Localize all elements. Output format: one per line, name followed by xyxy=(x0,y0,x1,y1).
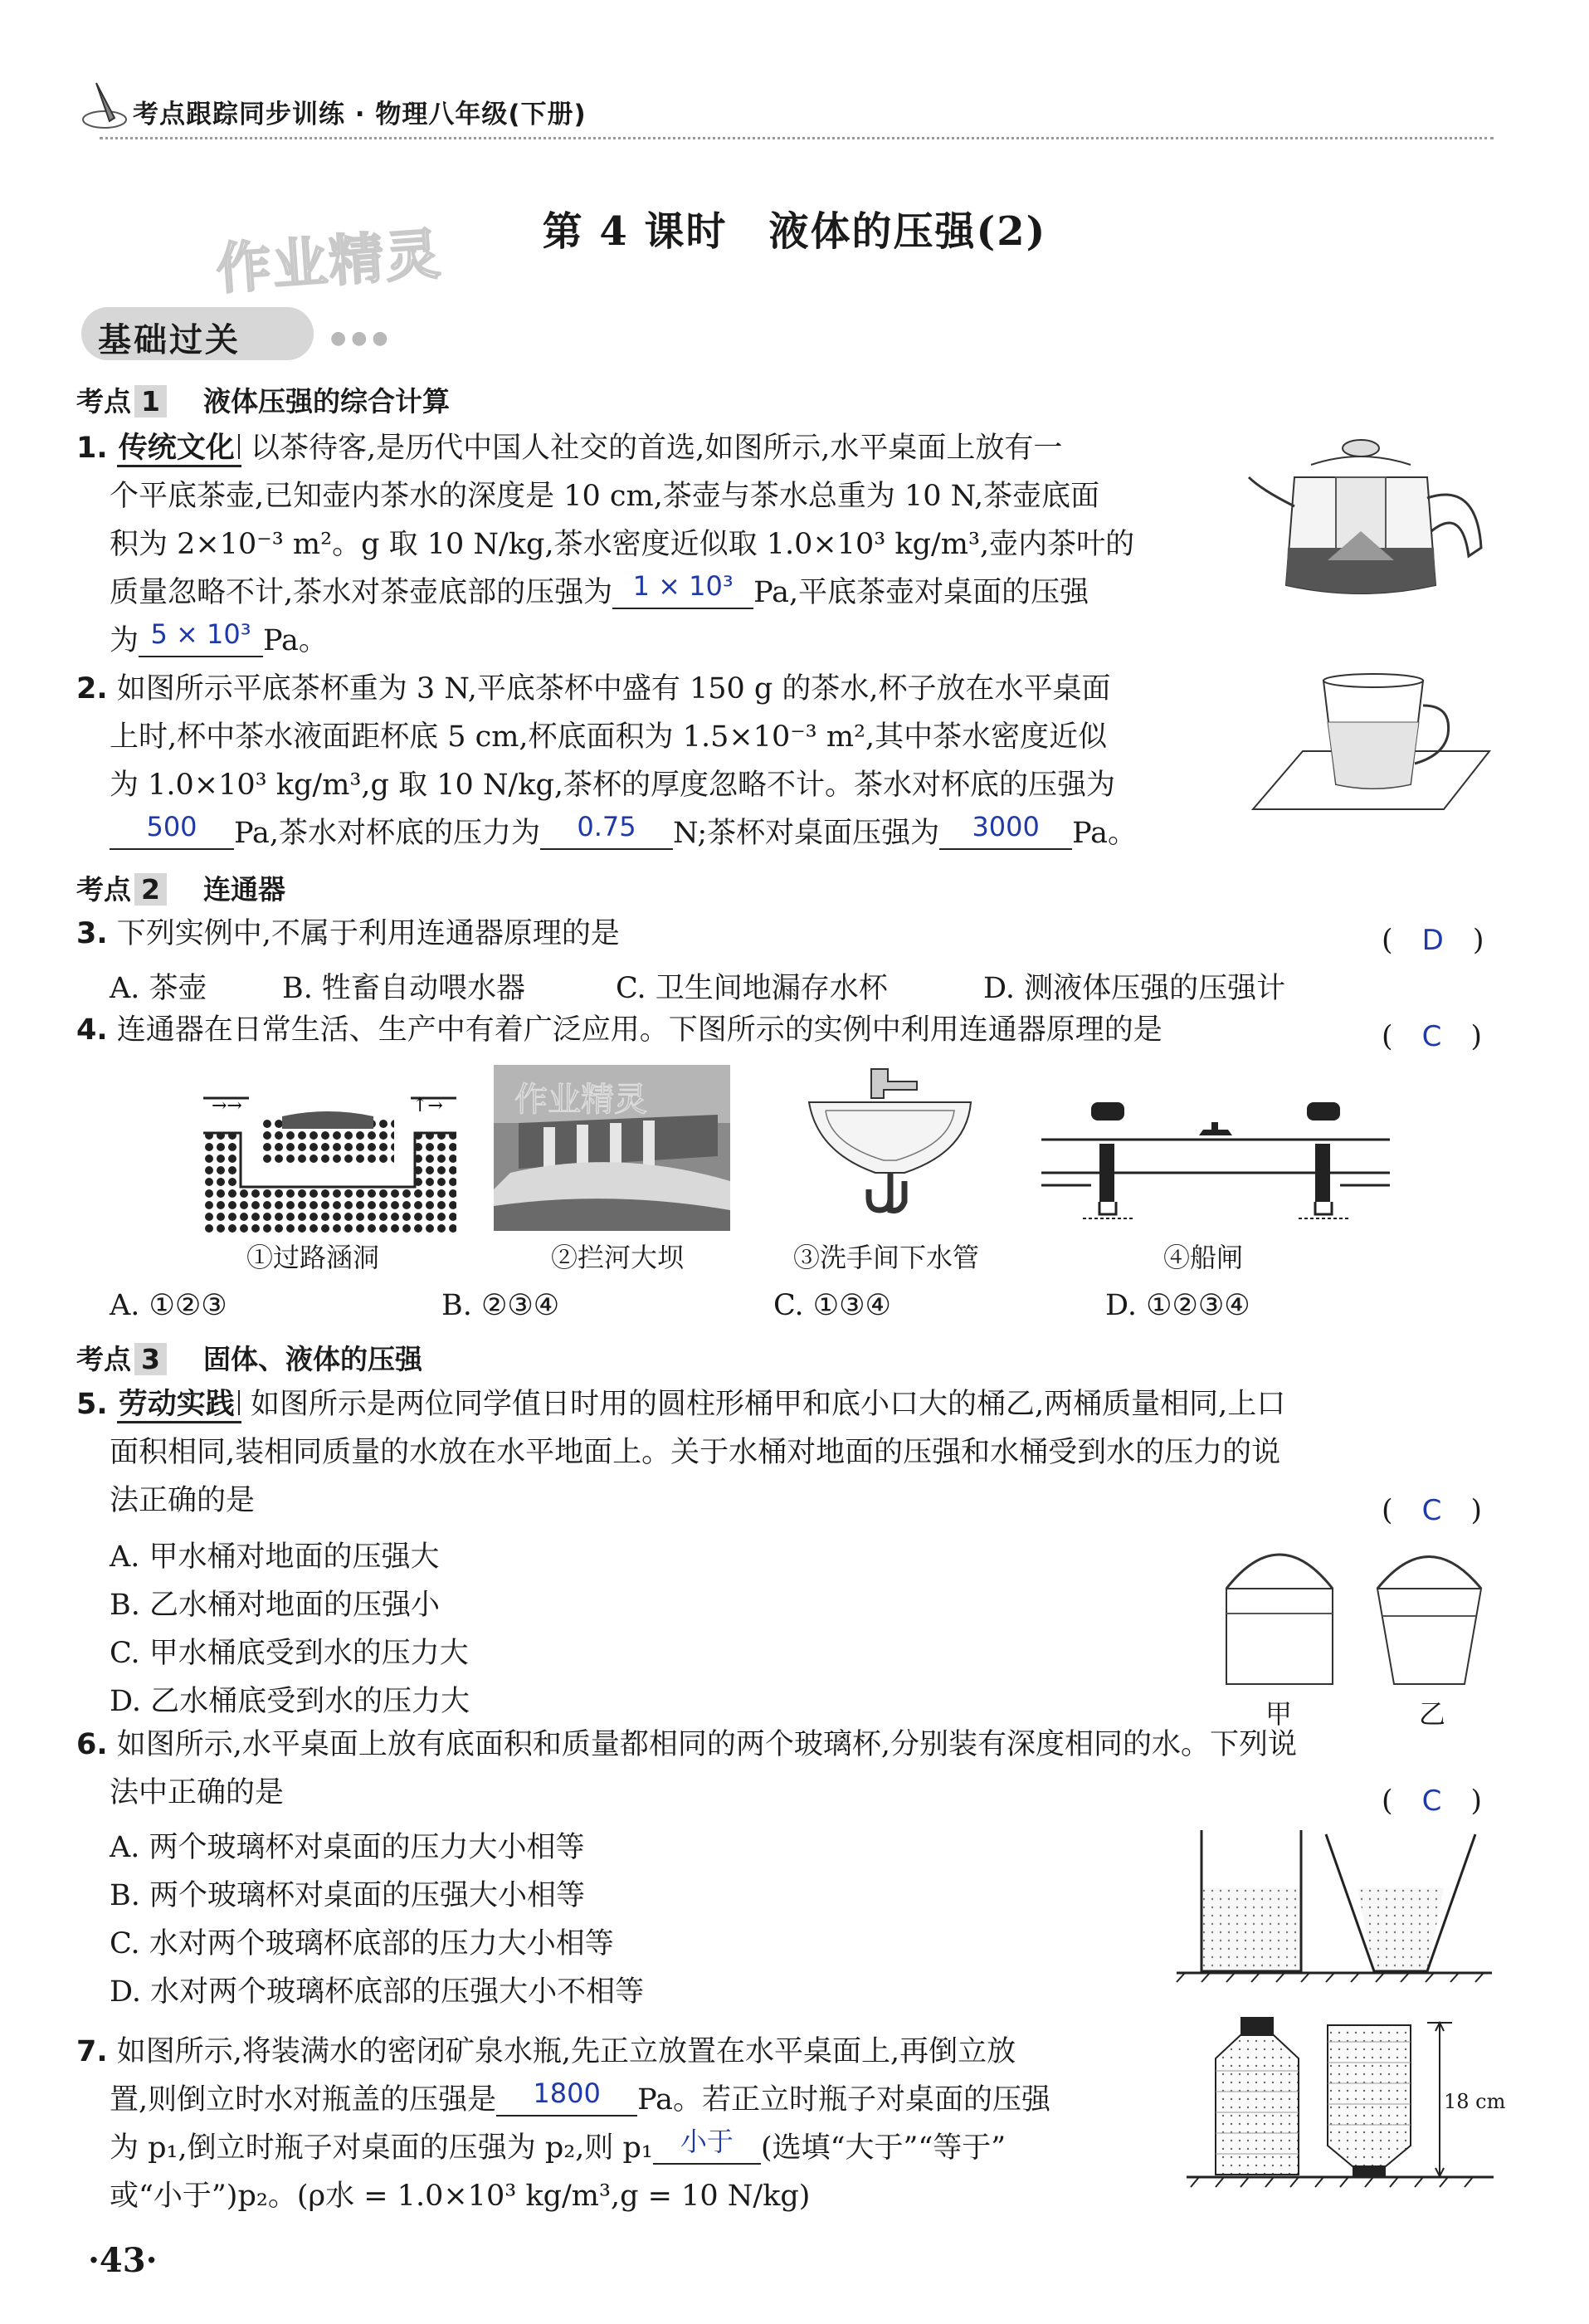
answer: 500 xyxy=(146,811,197,842)
kp-number: 3 xyxy=(134,1343,167,1375)
answer: 0.75 xyxy=(577,811,636,842)
option-d[interactable]: D. 乙水桶底受到水的压力大 xyxy=(110,1685,470,1718)
question-number: 3. xyxy=(76,917,108,950)
q2-line-2: 上时,杯中茶水液面距杯底 5 cm,杯底面积为 1.5×10⁻³ m²,其中茶水密度近似 xyxy=(110,720,1108,754)
q1-line-5 xyxy=(110,618,328,657)
q6-line-2: 法中正确的是 xyxy=(110,1776,285,1809)
q5-answer-paren: ( C ) xyxy=(1382,1494,1483,1527)
answer-blank[interactable] xyxy=(110,811,234,850)
q7-line-2 xyxy=(110,2077,1050,2116)
bucket-label-yi: 乙 xyxy=(1419,1698,1446,1730)
kp-number: 2 xyxy=(134,873,167,906)
question-text: 连通器在日常生活、生产中有着广泛应用。下图所示的实例中利用连通器原理的是 xyxy=(116,1013,1163,1047)
glasses-figure xyxy=(1177,1830,1492,1984)
answer-blank[interactable] xyxy=(496,2077,637,2116)
knowledge-point-3 xyxy=(76,1338,422,1377)
option-c[interactable]: C. 水对两个玻璃杯底部的压力大小相等 xyxy=(110,1927,614,1960)
question-text: Pa,茶水对杯底的压力为 xyxy=(234,817,540,850)
svg-text:→→: →→ xyxy=(212,1096,242,1116)
question-text: 如图所示,水平桌面上放有底面积和质量都相同的两个玻璃杯,分别装有深度相同的水。下列说 xyxy=(116,1728,1298,1761)
knowledge-point-2 xyxy=(76,868,285,907)
q7-line-1 xyxy=(76,2035,1016,2068)
option-d[interactable]: D. ①②③④ xyxy=(1105,1289,1250,1322)
q1-line-3: 积为 2×10⁻³ m²。g 取 10 N/kg,茶水密度近似取 1.0×10³ kg/m³,壶内茶叶的 xyxy=(110,528,1135,561)
answer: 1800 xyxy=(533,2077,601,2109)
question-text: 为 p₁,倒立时瓶子对桌面的压强为 p₂,则 p₁ xyxy=(110,2131,653,2165)
watermark: 作业精灵 xyxy=(214,222,444,302)
svg-text:作业精灵: 作业精灵 xyxy=(514,1081,647,1119)
figure-caption-1: ①过路涵洞 xyxy=(246,1242,380,1273)
buckets-figure xyxy=(1220,1537,1494,1691)
question-text: 下列实例中,不属于利用连通器原理的是 xyxy=(116,917,620,950)
answer-blank[interactable] xyxy=(540,811,673,850)
question-text: Pa。若正立时瓶子对桌面的压强 xyxy=(637,2083,1050,2116)
option-b[interactable]: B. 乙水桶对地面的压强小 xyxy=(110,1589,440,1622)
svg-text:↑→: ↑→ xyxy=(412,1096,443,1116)
option-a[interactable]: A. 两个玻璃杯对桌面的压力大小相等 xyxy=(110,1831,585,1864)
kp-text: 连通器 xyxy=(202,873,285,906)
kp-label: 考点 xyxy=(76,385,131,417)
section-banner: 基础过关 xyxy=(98,321,241,359)
q2-line-1 xyxy=(76,672,1111,706)
culvert-figure xyxy=(203,1083,456,1233)
answer-blank[interactable] xyxy=(939,811,1072,850)
dam-photo xyxy=(494,1065,730,1231)
figure-caption-3: ③洗手间下水管 xyxy=(793,1242,980,1273)
option-c[interactable]: C. 甲水桶底受到水的压力大 xyxy=(110,1637,469,1670)
answer: C xyxy=(1421,1020,1442,1053)
question-number: 6. xyxy=(76,1728,108,1761)
q5-line-1 xyxy=(76,1388,1285,1421)
question-text: 置,则倒立时水对瓶盖的压强是 xyxy=(110,2083,497,2116)
q3-answer-paren: ( D ) xyxy=(1382,924,1484,957)
question-number: 7. xyxy=(76,2035,108,2068)
q2-line-3: 为 1.0×10³ kg/m³,g 取 10 N/kg,茶杯的厚度忽略不计。茶水对杯底的压强为 xyxy=(110,769,1116,802)
q1-line-1 xyxy=(76,432,1062,465)
question-number: 1. xyxy=(76,432,108,465)
question-text: 如图所示,将装满水的密闭矿泉水瓶,先正立放置在水平桌面上,再倒立放 xyxy=(116,2035,1016,2068)
banner-dots: ●●● xyxy=(330,328,393,349)
question-text: 质量忽略不计,茶水对茶壶底部的压强为 xyxy=(110,576,613,609)
option-c[interactable]: C. ①③④ xyxy=(773,1289,891,1322)
pen-logo-icon xyxy=(80,76,138,134)
question-number: 2. xyxy=(76,672,108,706)
sink-figure xyxy=(801,1065,979,1214)
option-a[interactable]: A. ①②③ xyxy=(110,1289,227,1322)
lesson-title: 第 4 课时 液体的压强(2) xyxy=(542,208,1047,255)
height-label: 18 cm xyxy=(1444,2090,1506,2113)
answer: D xyxy=(1421,924,1444,957)
figure-caption-4: ④船闸 xyxy=(1163,1242,1244,1273)
knowledge-point-1 xyxy=(76,380,450,419)
q1-line-4 xyxy=(110,570,1089,609)
question-text: N;茶杯对桌面压强为 xyxy=(672,817,940,850)
option-d[interactable]: D. 测液体压强的压强计 xyxy=(983,972,1286,1005)
category-tag: 劳动实践 xyxy=(117,1388,241,1423)
option-b[interactable]: B. 两个玻璃杯对桌面的压强大小相等 xyxy=(110,1879,585,1912)
question-text: Pa。 xyxy=(1072,817,1138,850)
kp-number: 1 xyxy=(134,385,167,417)
q6-answer-paren: ( C ) xyxy=(1382,1784,1483,1818)
figure-caption-2: ②拦河大坝 xyxy=(551,1242,685,1273)
kp-label: 考点 xyxy=(76,1343,131,1375)
kp-text: 液体压强的综合计算 xyxy=(202,385,450,417)
answer: C xyxy=(1421,1784,1442,1818)
option-b[interactable]: B. ②③④ xyxy=(441,1289,560,1322)
question-text: 为 xyxy=(110,624,139,657)
q4-stem xyxy=(76,1013,1163,1047)
tea-cup-figure xyxy=(1245,672,1494,813)
answer: 小于 xyxy=(680,2126,734,2157)
option-a[interactable]: A. 茶壶 xyxy=(110,972,207,1005)
bucket-label-jia: 甲 xyxy=(1265,1698,1293,1730)
option-a[interactable]: A. 甲水桶对地面的压强大 xyxy=(110,1540,440,1574)
question-text: (选填“大于”“等于” xyxy=(760,2131,1007,2165)
question-text: 如图所示是两位同学值日时用的圆柱形桶甲和底小口大的桶乙,两桶质量相同,上口 xyxy=(250,1388,1286,1421)
category-tag: 传统文化 xyxy=(117,432,241,467)
teapot-figure xyxy=(1245,432,1494,610)
question-text: Pa。 xyxy=(263,624,328,657)
q7-line-3 xyxy=(110,2126,1007,2165)
option-b[interactable]: B. 牲畜自动喂水器 xyxy=(282,972,525,1005)
book-header-title: 考点跟踪同步训练 · 物理八年级(下册) xyxy=(133,100,587,129)
option-d[interactable]: D. 水对两个玻璃杯底部的压强大小不相等 xyxy=(110,1975,645,2009)
q5-line-3: 法正确的是 xyxy=(110,1484,256,1517)
answer: 3000 xyxy=(972,811,1040,842)
answer: 5 × 10³ xyxy=(150,618,251,650)
kp-label: 考点 xyxy=(76,873,131,906)
answer-blank[interactable] xyxy=(612,570,753,609)
q4-answer-paren: ( C ) xyxy=(1382,1020,1483,1053)
kp-text: 固体、液体的压强 xyxy=(202,1343,422,1375)
option-c[interactable]: C. 卫生间地漏存水杯 xyxy=(616,972,888,1005)
q7-line-4: 或“小于”)p₂。(ρ水 = 1.0×10³ kg/m³,g = 10 N/kg) xyxy=(110,2180,811,2213)
question-number: 5. xyxy=(76,1388,108,1421)
answer-blank[interactable] xyxy=(653,2126,761,2165)
answer: 1 × 10³ xyxy=(632,570,734,602)
question-text: 以茶待客,是历代中国人社交的首选,如图所示,水平桌面上放有一 xyxy=(250,432,1063,465)
question-text: Pa,平底茶壶对桌面的压强 xyxy=(753,576,1089,609)
q2-line-4 xyxy=(110,811,1138,850)
question-text: 如图所示平底茶杯重为 3 N,平底茶杯中盛有 150 g 的茶水,杯子放在水平桌面 xyxy=(116,672,1111,706)
q6-line-1 xyxy=(76,1728,1297,1761)
answer-blank[interactable] xyxy=(139,618,263,657)
q1-line-2: 个平底茶壶,已知壶内茶水的深度是 10 cm,茶壶与茶水总重为 10 N,茶壶底面 xyxy=(110,480,1100,513)
header-divider xyxy=(100,137,1494,139)
question-number: 4. xyxy=(76,1013,108,1047)
q3-stem xyxy=(76,917,620,950)
q5-line-2: 面积相同,装相同质量的水放在水平地面上。关于水桶对地面的压强和水桶受到水的压力的说 xyxy=(110,1436,1281,1469)
answer: C xyxy=(1421,1494,1442,1527)
page-number: ·43· xyxy=(88,2241,158,2280)
ship-lock-figure xyxy=(1041,1102,1390,1223)
